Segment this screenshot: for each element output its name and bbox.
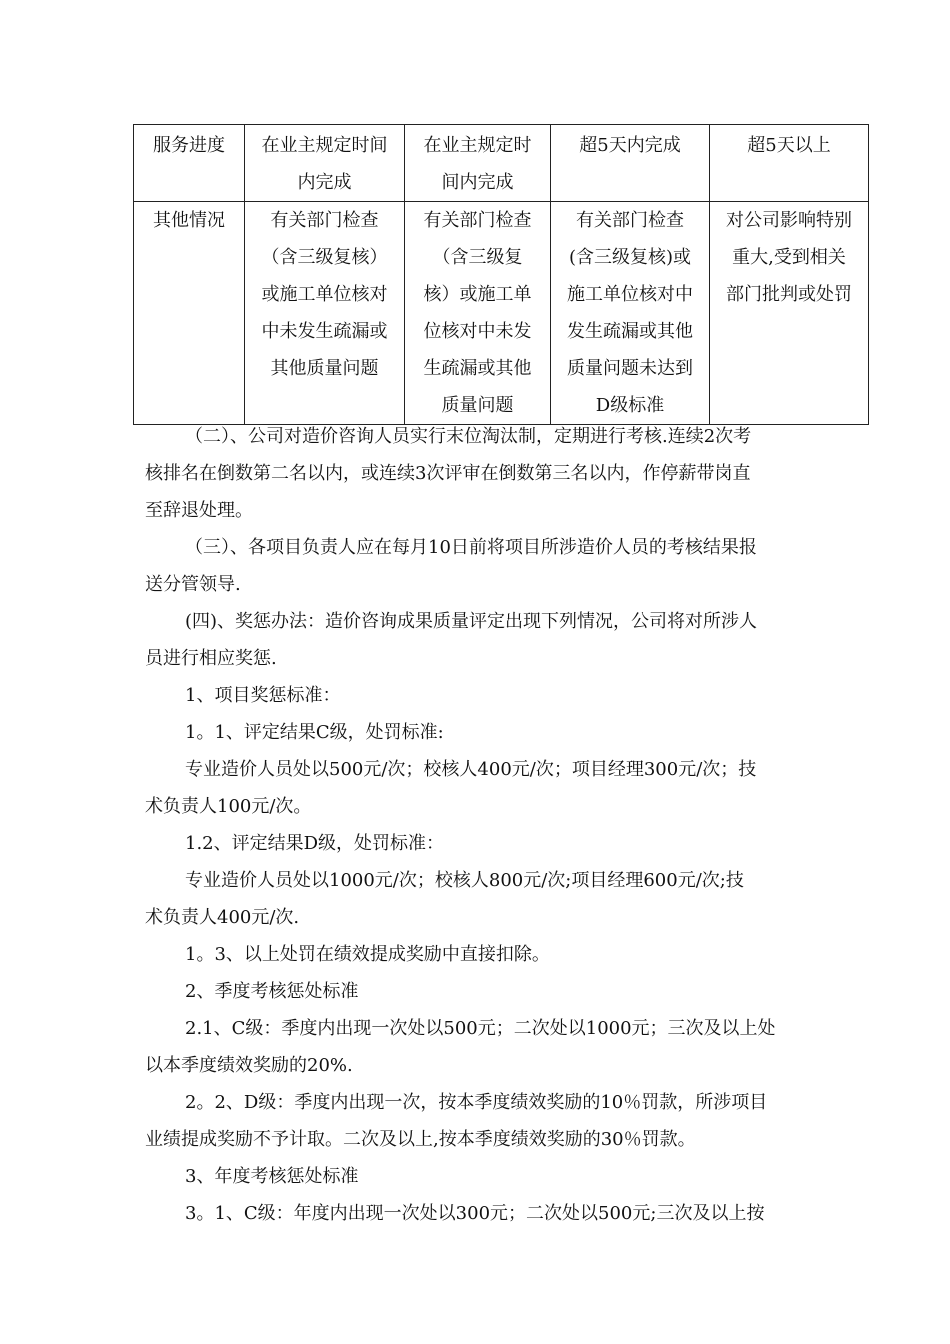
paragraph-line: 业绩提成奖励不予计取。二次及以上,按本季度绩效奖励的30％罚款。 xyxy=(145,1129,696,1150)
paragraph-line: 核排名在倒数第二名以内，或连续3次评审在倒数第三名以内，作停薪带岗直 xyxy=(145,463,751,484)
table-row-other-situations xyxy=(134,202,869,425)
paragraph-line: 1.2、评定结果D级，处罚标准： xyxy=(185,833,445,854)
table-cell: 超5天内完成 xyxy=(551,125,710,202)
paragraph-line: 术负责人100元/次。 xyxy=(145,796,312,817)
paragraph-line: 送分管领导. xyxy=(145,574,241,595)
paragraph-line: 2.1、C级：季度内出现一次处以500元；二次处以1000元；三次及以上处 xyxy=(185,1018,776,1039)
table-cell: 超5天以上 xyxy=(710,125,869,202)
paragraph-line: 以本季度绩效奖励的20%. xyxy=(145,1055,353,1076)
evaluation-table xyxy=(133,124,869,425)
paragraph-line: 专业造价人员处以1000元/次；校核人800元/次;项目经理600元/次;技 xyxy=(185,870,744,891)
body-text xyxy=(145,418,807,1232)
table-cell: 有关部门检查 (含三级复核)或 施工单位核对中 发生疏漏或其他 质量问题未达到 D级标准 xyxy=(551,202,710,425)
row-label-other-situations: 其他情况 xyxy=(134,202,245,425)
paragraph-line: 2、季度考核惩处标准 xyxy=(185,981,359,1002)
paragraph-line: 3、年度考核惩处标准 xyxy=(185,1166,359,1187)
paragraph-line: 1、项目奖惩标准： xyxy=(185,685,341,706)
paragraph-line: （二）、公司对造价咨询人员实行末位淘汰制，定期进行考核.连续2次考 xyxy=(185,426,752,447)
paragraph-line: 专业造价人员处以500元/次；校核人400元/次；项目经理300元/次；技 xyxy=(185,759,757,780)
paragraph-line: 员进行相应奖惩. xyxy=(145,648,277,669)
paragraph-line: （三）、各项目负责人应在每月10日前将项目所涉造价人员的考核结果报 xyxy=(185,537,757,558)
paragraph-line: 1。1、评定结果C级，处罚标准: xyxy=(185,722,444,743)
paragraph-line: 3。1、C级：年度内出现一次处以300元；二次处以500元;三次及以上按 xyxy=(185,1203,765,1224)
table-cell: 对公司影响特别 重大,受到相关 部门批判或处罚 xyxy=(710,202,869,425)
table-cell: 在业主规定时间 内完成 xyxy=(245,125,405,202)
paragraph-line: 1。3、以上处罚在绩效提成奖励中直接扣除。 xyxy=(185,944,550,965)
paragraph-line: 术负责人400元/次. xyxy=(145,907,300,928)
table-cell: 在业主规定时 间内完成 xyxy=(405,125,551,202)
paragraph-line: 2。2、D级：季度内出现一次，按本季度绩效奖励的10％罚款，所涉项目 xyxy=(185,1092,768,1113)
row-label-service-progress: 服务进度 xyxy=(134,125,245,202)
table-cell: 有关部门检查 （含三级复核） 或施工单位核对 中未发生疏漏或 其他质量问题 xyxy=(245,202,405,425)
paragraph-line: 至辞退处理。 xyxy=(145,500,253,521)
table-cell: 有关部门检查 （含三级复 核）或施工单 位核对中未发 生疏漏或其他 质量问题 xyxy=(405,202,551,425)
paragraph-line: (四)、奖惩办法：造价咨询成果质量评定出现下列情况，公司将对所涉人 xyxy=(185,611,758,632)
table-row-service-progress xyxy=(134,125,869,202)
